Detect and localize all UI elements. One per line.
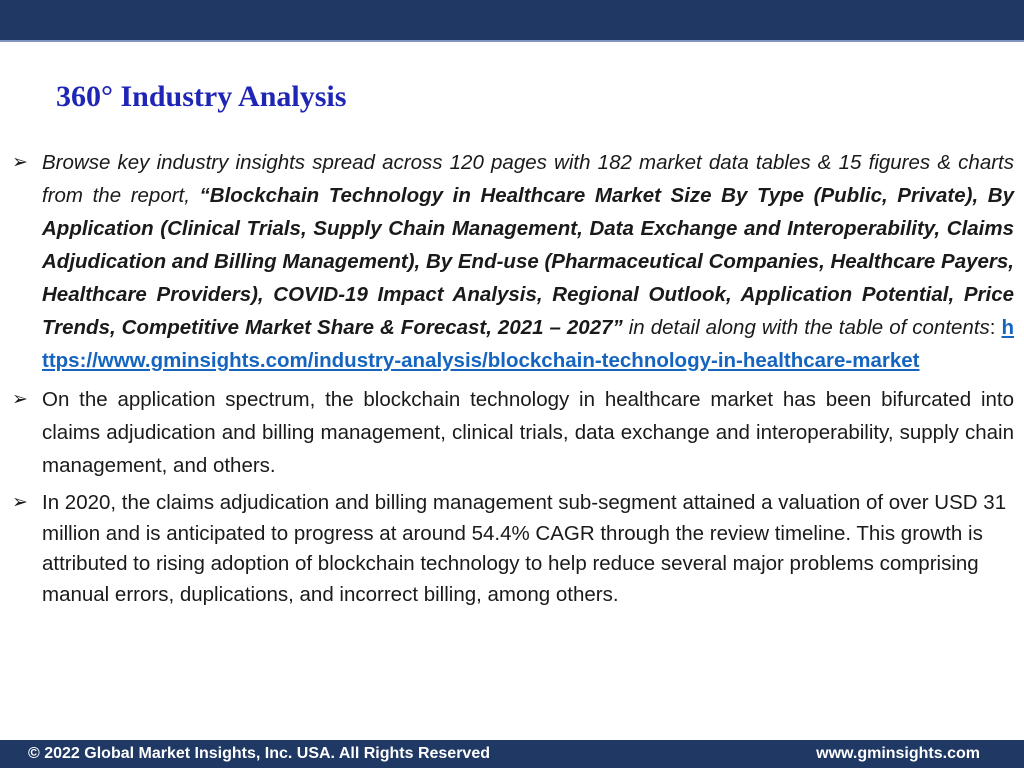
report-tail-text: in detail along with the table of contents — [622, 316, 990, 339]
report-title-text: “Blockchain Technology in Healthcare Market Size By Type (Public, Private), By Application (Clinical Trials, Supply Chain Management, Data Exchange and Interoperability, Claims Adjudication and Billing Management), By End-use (Pharmaceutical Companies, Healthcare Payers, Healthcare Providers), COVID-19 Impact Analysis, Regional Outlook, Application Potential, Price Trends, Competitive Market Share & Forecast, 2021 – 2027” — [42, 184, 1014, 339]
report-link[interactable]: https://www.gminsights.com/industry-analysis/blockchain-technology-in-healthcare-market — [42, 316, 1015, 372]
bullet-list — [12, 146, 1014, 616]
footer-website: www.gminsights.com — [816, 745, 980, 762]
footer-bar — [0, 740, 1024, 768]
footer-copyright: © 2022 Global Market Insights, Inc. USA. All Rights Reserved — [28, 745, 490, 762]
bullet-item-application — [12, 383, 1014, 482]
application-text: On the application spectrum, the blockchain technology in healthcare market has been bifurcated into claims adjudication and billing management, clinical trials, data exchange and interoperability, supply chain management, and others. — [42, 388, 1014, 477]
top-banner — [0, 0, 1024, 42]
valuation-text: In 2020, the claims adjudication and billing management sub-segment attained a valuation of over USD 31 million and is anticipated to progress at around 54.4% CAGR through the review timeline. This growth is attributed to rising adoption of blockchain technology to help reduce several major problems comprising manual errors, duplications, and incorrect billing, among others. — [42, 491, 1007, 606]
arrow-bullet-icon: ➢ — [12, 152, 28, 173]
page-title: 360° Industry Analysis — [56, 80, 347, 113]
report-colon: : — [989, 316, 996, 339]
bullet-item-valuation — [12, 488, 1014, 610]
report-intro-text: Browse key industry insights spread across 120 pages with 182 market data tables & 15 figures & charts from the report, — [42, 151, 1014, 207]
bullet-item-report — [12, 146, 1014, 377]
arrow-bullet-icon: ➢ — [12, 492, 28, 513]
arrow-bullet-icon: ➢ — [12, 389, 28, 410]
